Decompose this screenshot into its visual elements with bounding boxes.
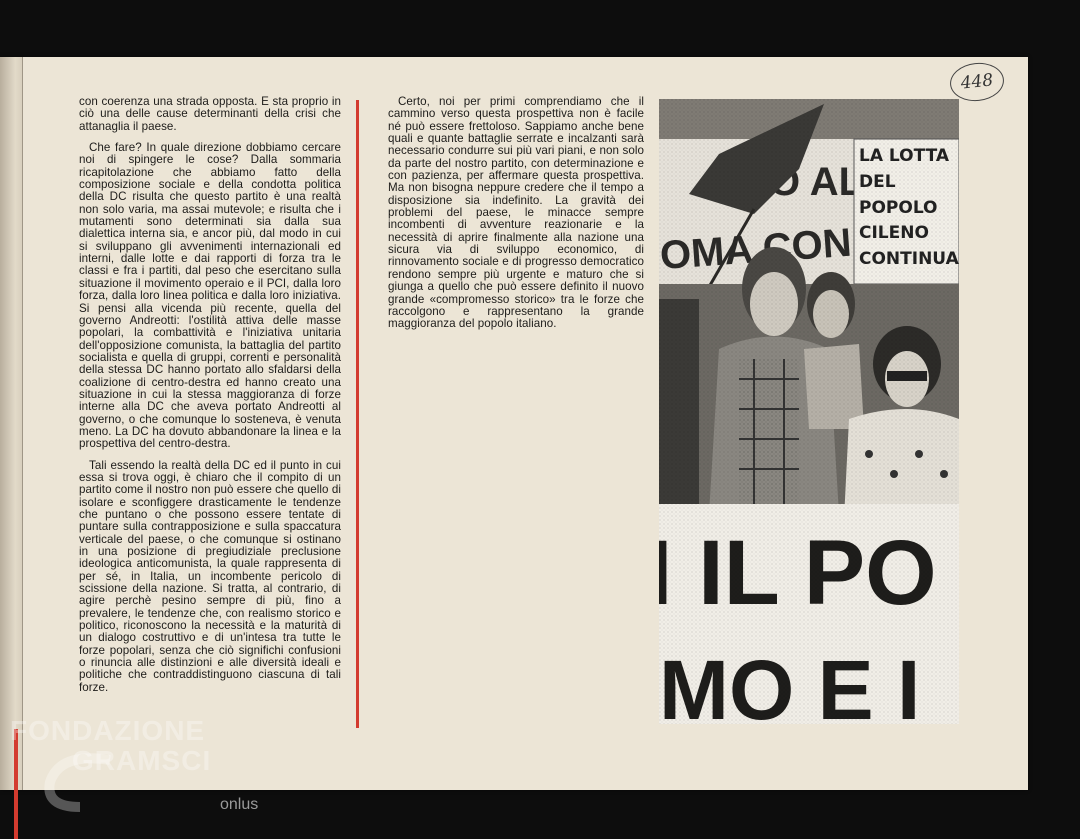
paragraph: Che fare? In quale direzione dobbiamo cercare noi di spingere le cose? Dalla sommaria ricapitolazione che abbiamo fatto della composizione sociale e della condotta politica della DC risulta che questo partito è una realtà non solo varia, ma assai mutevole; e risulta che i mutamenti sono determinati sia dalla sua dialettica interna sia, e ancor più, dal modo in cui si sviluppano gli avvenimenti internazionali ed interni, dalle lotte e dai rapporti di forza tra le classi e fra i partiti, dal peso che esercitano sulla situazione il movimento operaio e il PCI, dalla loro forza, dalla loro linea politica e dalla loro iniziativa. Si pensi alla vicenda più recente, quella del governo Andreotti: l'ostilità attiva delle masse popolari, la combattività e l'iniziativa unitaria dell'opposizione comunista, la battaglia del partito socialista e quella di gruppi, correnti e personalità della stessa DC hanno portato allo sfaldarsi della coalizione di centro-destra ed hanno creato una situazione in cui la stessa maggioranza di forze interne alla DC che aveva portato Andreotti al governo, o che comunque lo sosteneva, è venuta meno. La DC ha dovuto abbandonare la linea e la prospettiva del centro-destra. <box>79 141 341 451</box>
text-column-right <box>388 96 644 340</box>
watermark-onlus: onlus <box>220 796 259 813</box>
watermark-line: FONDAZIONE <box>10 715 206 746</box>
paragraph: Tali essendo la realtà della DC ed il punto in cui essa si trova oggi, è chiaro che il compito di un partito come il nostro non può essere che quello di isolare e sconfiggere drasticamente le tendenze che puntano o che possono essere tentate di puntare sulla contrapposizione e sulla spaccatura verticale del paese, o che comunque si ostinano in una posizione di pregiudiziale preclusione ideologica anticomunista, la quale rappresenta di per sé, in Italia, un incombente pericolo di scissione della nazione. Si tratta, al contrario, di agire perchè pesino sempre di più, fino a prevalere, le tendenze che, con realismo storico e politico, riconoscono la necessità e la maturità di un dialogo costruttivo e di un'intesa tra tutte le forze popolari, senza che ciò significhi confusioni o rinuncia alle distinzioni e alle diversità ideali e politiche che contraddistinguono ciascuna di tali forze. <box>79 458 341 694</box>
protest-photo <box>659 99 959 724</box>
watermark-line: GRAMSCI <box>72 745 212 776</box>
text-column-left <box>79 96 341 703</box>
paragraph: con coerenza una strada opposta. E sta proprio in ciò una delle cause determinanti della crisi che attanaglia il paese. <box>79 95 341 133</box>
paragraph: Certo, noi per primi comprendiamo che il cammino verso questa prospettiva non è facile né può essere frettoloso. Sappiamo anche bene quali e quante battaglie serrate e incalzanti sarà necessario condurre sui più vari piani, e non solo da parte del nostro partito, con determinazione e con pazienza, per affermare questa prospettiva. Ma non bisogna neppure credere che il tempo a disposizione sia indefinito. La gravità dei problemi del paese, le minacce sempre incombenti di avventure reazionarie e la necessità di aprire finalmente alla nazione una sicura via di sviluppo economico, di rinnovamento sociale e di progresso democratico rendono sempre più urgente e maturo che si giunga a quello che può essere definito il nuovo grande «compromesso storico» tra le forze che raccolgono e rappresentano la grande maggioranza del popolo italiano. <box>388 95 644 331</box>
column-divider <box>356 100 359 728</box>
watermark-logo-icon <box>40 752 120 812</box>
handwritten-page-number: 448 <box>948 60 1006 103</box>
previous-page-edge <box>0 57 23 790</box>
